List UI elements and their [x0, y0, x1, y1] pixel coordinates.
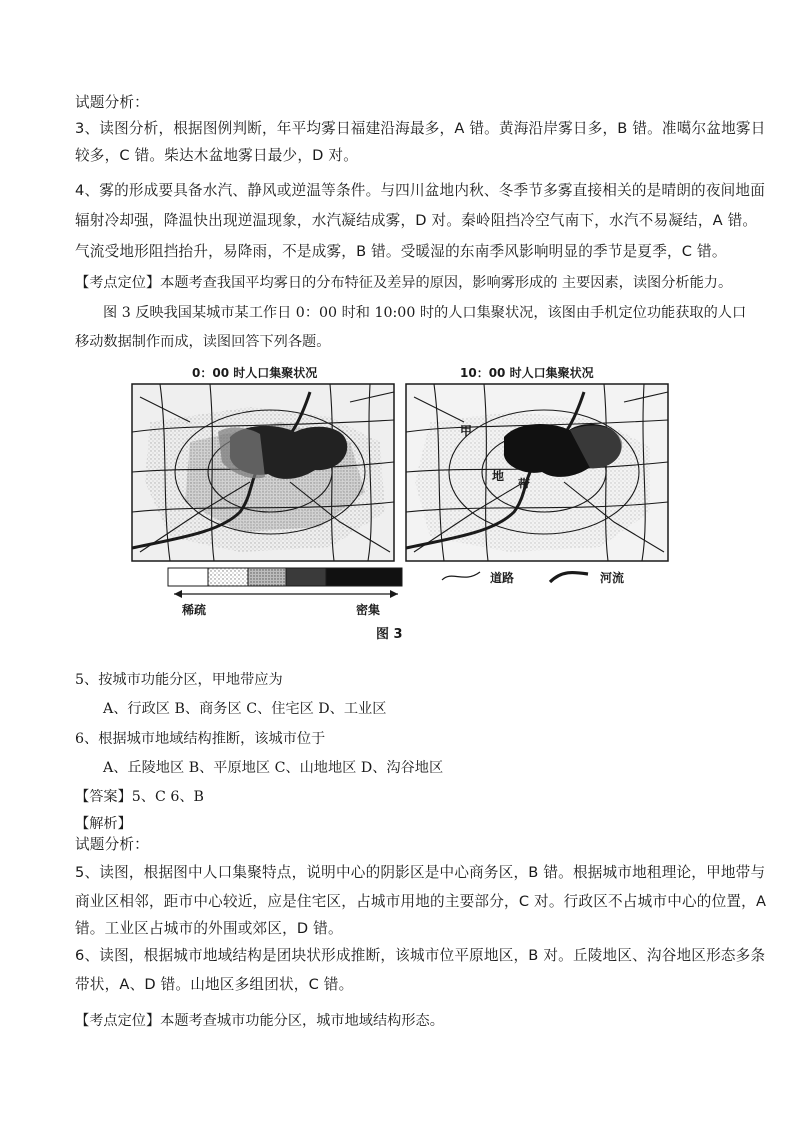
analysis-q4-line-3: 气流受地形阻挡抬升，易降雨，不是成雾，B 错。受暖湿的东南季风影响明显的季节是夏季，C 错。	[75, 243, 727, 260]
intro-line-2: 移动数据制作而成，读图回答下列各题。	[75, 334, 331, 350]
analysis-q6-line-2: 带状，A、D 错。山地区多组团状，C 错。	[75, 976, 354, 993]
legend-dense-label: 密集	[356, 603, 381, 617]
analysis-q4-line-2: 辐射冷却强，降温快出现逆温现象，水汽凝结成雾，D 对。秦岭阻挡冷空气南下，水汽不易凝结，A 错。	[75, 212, 758, 229]
figure-3	[130, 362, 670, 644]
map-left	[132, 384, 394, 561]
analysis-q5-line-3: 错。工业区占城市的外围或郊区，D 错。	[75, 920, 343, 937]
analysis-q4-line-1: 4、雾的形成要具备水汽、静风或逆温等条件。与四川盆地内秋、冬季节多雾直接相关的是晴朗的夜间地面	[75, 182, 766, 199]
legend-river-label: 河流	[600, 571, 625, 585]
map-right	[406, 384, 668, 561]
density-legend	[168, 568, 402, 617]
q6-options: A、丘陵地区 B、平原地区 C、山地地区 D、沟谷地区	[103, 760, 444, 776]
label-di: 地	[492, 469, 505, 483]
kaodian-1: 【考点定位】本题考查我国平均雾日的分布特征及差异的原因，影响雾形成的 主要因素，读图分析能力。	[75, 275, 733, 291]
legend-sparse-label: 稀疏	[182, 603, 207, 617]
q5-options: A、行政区 B、商务区 C、住宅区 D、工业区	[103, 701, 387, 717]
figure-caption: 图 3	[376, 627, 403, 642]
analysis-q3-line-1: 3、读图分析，根据图例判断，年平均雾日福建沿海最多，A 错。黄海沿岸雾日多，B 错。准噶尔盆地雾日	[75, 120, 766, 137]
analysis-q3-line-2: 较多，C 错。柴达木盆地雾日最少，D 对。	[75, 147, 359, 164]
answer-line: 【答案】5、C 6、B	[75, 789, 204, 805]
analysis-heading-1: 试题分析：	[75, 94, 149, 111]
analysis-q5-line-2: 商业区相邻，距市中心较近，应是住宅区，占城市用地的主要部分，C 对。行政区不占城市中心的位置，A	[75, 893, 767, 910]
label-jia: 甲	[460, 424, 473, 438]
analysis-heading-2: 试题分析：	[75, 836, 149, 853]
map-right-title: 10：00 时人口集聚状况	[460, 366, 594, 380]
intro-line-1: 图 3 反映我国某城市某工作日 0：00 时和 10:00 时的人口集聚状况，该图由手机定位功能获取的人口	[103, 305, 747, 321]
kaodian-2: 【考点定位】本题考查城市功能分区，城市地域结构形态。	[75, 1013, 444, 1029]
analysis-q5-line-1: 5、读图，根据图中人口集聚特点，说明中心的阴影区是中心商务区，B 错。根据城市地租理论，甲地带与	[75, 864, 766, 881]
q6-stem: 6、根据城市地域结构推断，该城市位于	[75, 731, 326, 747]
jiexi-heading: 【解析】	[75, 816, 132, 832]
legend-road-label: 道路	[490, 571, 515, 585]
analysis-q6-line-1: 6、读图，根据城市地域结构是团块状形成推断，该城市位平原地区，B 对。丘陵地区、沟谷地区形态多条	[75, 947, 766, 964]
map-left-title: 0：00 时人口集聚状况	[192, 366, 318, 380]
road-river-legend	[442, 570, 624, 585]
label-dai: 带	[518, 477, 531, 491]
q5-stem: 5、按城市功能分区，甲地带应为	[75, 672, 283, 688]
